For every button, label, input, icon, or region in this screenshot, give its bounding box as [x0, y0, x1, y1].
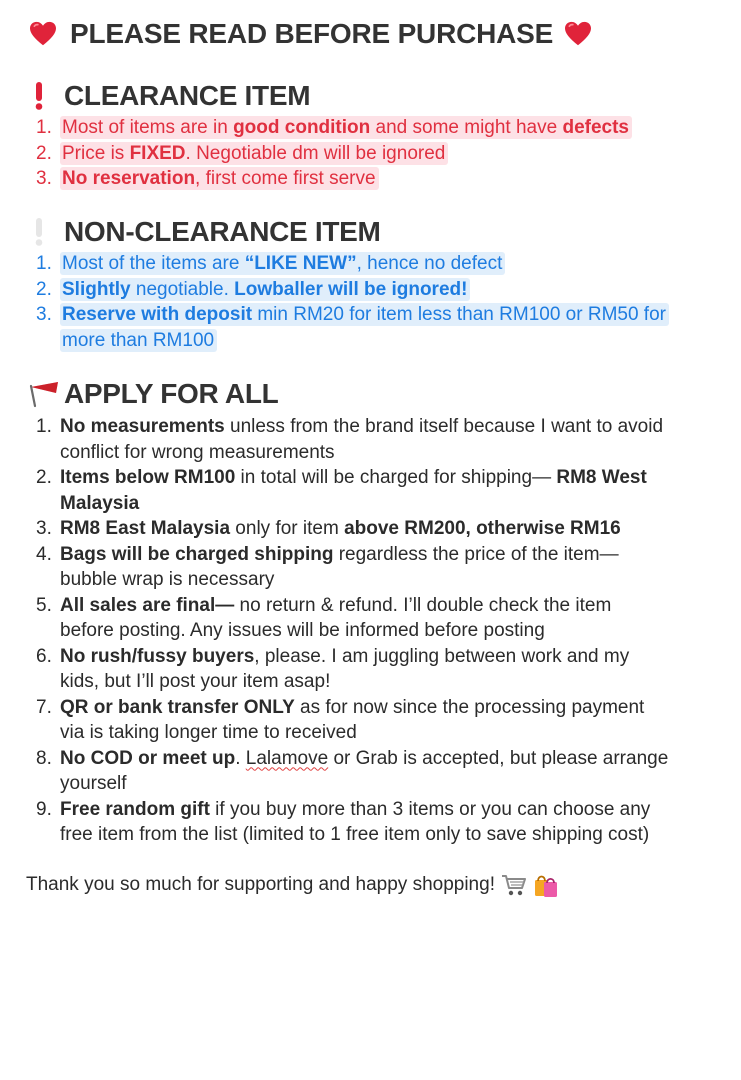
list-item: 3. Reserve with deposit min RM20 for item less than RM100 or RM50 for more than RM100: [26, 302, 726, 353]
list-item: 3. No reservation, first come first serve: [26, 166, 726, 192]
apply-all-list: [26, 414, 726, 848]
list-item: 1. No measurements unless from the brand itself because I want to avoid conflict for wrong measurements: [36, 416, 664, 463]
page-title: [26, 18, 595, 50]
red-flag-icon: [28, 379, 62, 409]
item-number: 7.: [36, 696, 52, 718]
list-item: 2. Slightly negotiable. Lowballer will be ignored!: [26, 277, 726, 303]
list-item: 8. No COD or meet up. Lalamove or Grab is accepted, but please arrange yourself: [36, 747, 669, 794]
red-heart-icon: [561, 21, 595, 47]
section-heading-apply-all: APPLY FOR ALL: [28, 378, 278, 410]
item-number: 1.: [36, 416, 52, 437]
list-item: 2. Price is FIXED. Negotiable dm will be ignored: [26, 141, 726, 167]
item-number: 1.: [36, 117, 52, 138]
item-number: 3.: [36, 304, 52, 325]
shopping-bags-icon: [533, 872, 559, 898]
list-item: 5. All sales are final— no return & refund. I’ll double check the item before posting. Any issues will be informed before posting: [36, 594, 612, 641]
list-item: 3. RM8 East Malaysia only for item above RM200, otherwise RM16: [26, 516, 726, 542]
list-item: 7. QR or bank transfer ONLY as for now since the processing payment via is taking longer time to received: [36, 696, 645, 743]
item-number: 1.: [36, 253, 52, 274]
list-item: 1. Most of the items are “LIKE NEW”, hence no defect: [26, 251, 726, 277]
clearance-list: [26, 115, 726, 192]
shopping-cart-icon: [501, 873, 527, 897]
item-number: 2.: [36, 467, 52, 488]
list-item: 9. Free random gift if you buy more than 3 items or you can choose any free item from the list (limited to 1 free item only to save shipping cost): [36, 798, 651, 845]
section-heading-clearance: CLEARANCE ITEM: [28, 80, 310, 112]
item-number: 3.: [36, 518, 52, 539]
section-heading-non-clearance: NON-CLEARANCE ITEM: [28, 216, 381, 248]
non-clearance-list: [26, 251, 726, 353]
thank-you-note: Thank you so much for supporting and happy shopping!: [26, 872, 559, 898]
red-heart-icon: [26, 21, 60, 47]
item-number: 2.: [36, 142, 52, 164]
item-number: 8.: [36, 747, 52, 769]
item-number: 2.: [36, 278, 52, 300]
white-exclamation-icon: [28, 217, 62, 247]
title-text: PLEASE READ BEFORE PURCHASE: [70, 18, 554, 49]
list-item: 4. Bags will be charged shipping regardless the price of the item— bubble wrap is necessary: [36, 543, 619, 590]
item-number: 3.: [36, 168, 52, 189]
misspelled-word: Lalamove: [245, 747, 329, 769]
item-number: 4.: [36, 543, 52, 565]
list-item: 6. No rush/fussy buyers, please. I am juggling between work and my kids, but I’ll post your item asap!: [36, 645, 630, 692]
list-item: 1. Most of items are in good condition and some might have defects: [26, 115, 726, 141]
item-number: 6.: [36, 645, 52, 667]
item-number: 9.: [36, 798, 52, 820]
item-number: 5.: [36, 594, 52, 616]
red-exclamation-icon: [28, 81, 62, 111]
list-item: 2. Items below RM100 in total will be charged for shipping— RM8 West Malaysia: [36, 467, 647, 514]
